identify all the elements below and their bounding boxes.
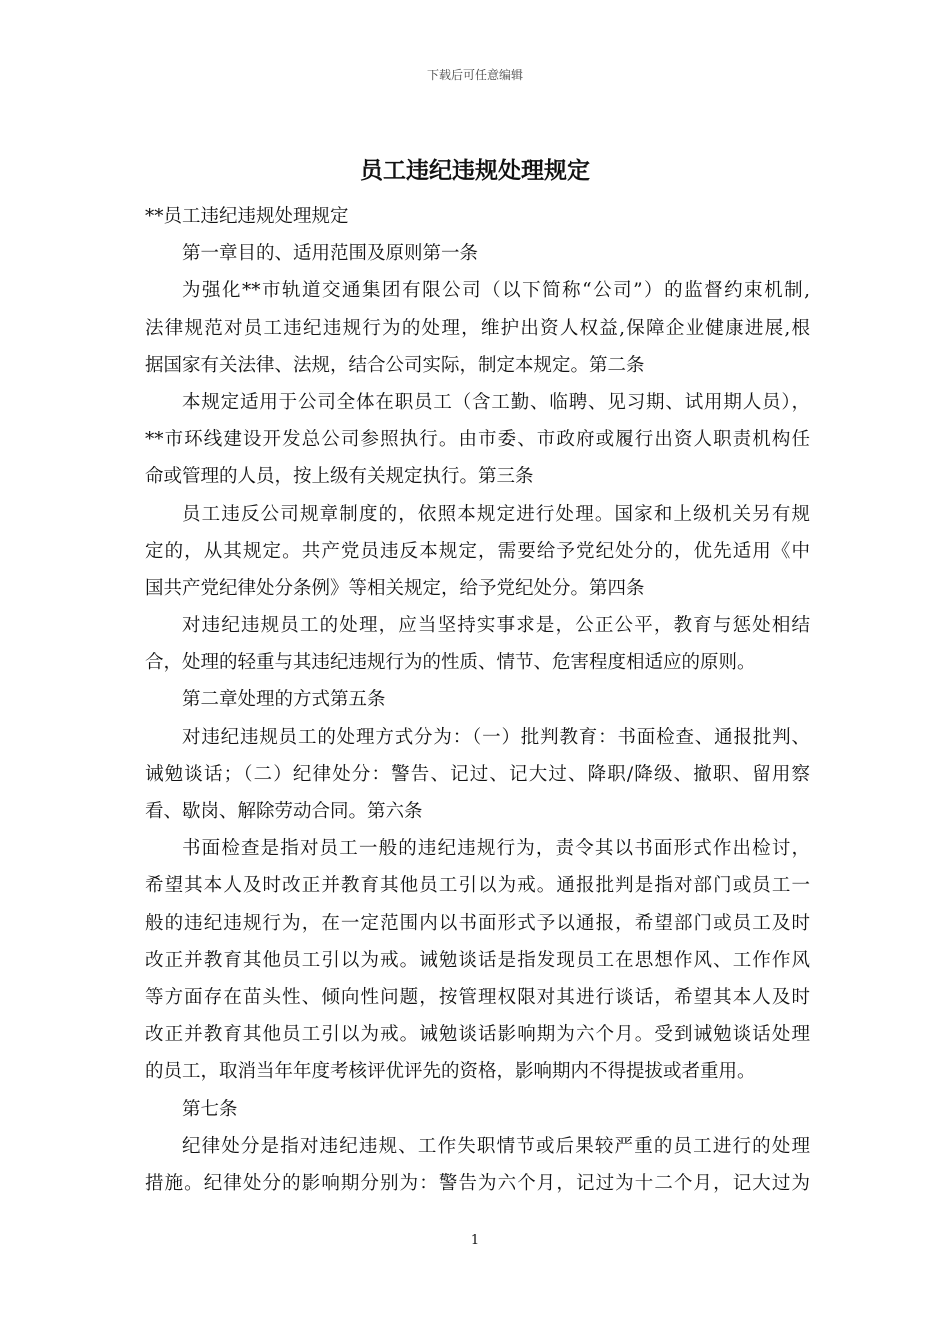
paragraph-line: 员工违反公司规章制度的，依照本规定进行处理。国家和上级机关另有规 <box>182 503 810 525</box>
paragraph-line: 诫勉谈话；（二）纪律处分：警告、记过、记大过、降职/降级、撤职、留用察 <box>145 763 810 785</box>
paragraph-line: 措施。纪律处分的影响期分别为：警告为六个月，记过为十二个月，记大过为 <box>145 1172 810 1194</box>
paragraph-line: 看、歇岗、解除劳动合同。第六条 <box>145 801 423 822</box>
paragraph-line: 国共产党纪律处分条例》等相关规定，给予党纪处分。第四条 <box>145 577 645 599</box>
paragraph-line: 般的违纪违规行为，在一定范围内以书面形式予以通报，希望部门或员工及时 <box>145 912 810 934</box>
document-title: 员工违纪违规处理规定 <box>360 158 590 184</box>
page-number: 1 <box>470 1233 480 1248</box>
paragraph-line: 为强化**市轨道交通集团有限公司（以下简称“公司”）的监督约束机制, <box>182 280 810 302</box>
paragraph-line: 本规定适用于公司全体在职员工（含工勤、临聘、见习期、试用期人员）， <box>182 391 810 413</box>
paragraph-line: 法律规范对员工违纪违规行为的处理，维护出资人权益,保障企业健康进展,根 <box>145 317 810 339</box>
paragraph-line: 纪律处分是指对违纪违规、工作失职情节或后果较严重的员工进行的处理 <box>182 1135 810 1157</box>
paragraph-line: 书面检查是指对员工一般的违纪违规行为，责令其以书面形式作出检讨， <box>182 838 810 860</box>
paragraph-line: 等方面存在苗头性、倾向性问题，按管理权限对其进行谈话，希望其本人及时 <box>145 986 810 1008</box>
paragraph-line: 改正并教育其他员工引以为戒。诫勉谈话是指发现员工在思想作风、工作作风 <box>145 949 810 971</box>
paragraph-line: 对违纪违规员工的处理，应当坚持实事求是，公正公平，教育与惩处相结 <box>182 615 810 637</box>
paragraph-line: 对违纪违规员工的处理方式分为：（一）批判教育：书面检查、通报批判、 <box>182 726 810 748</box>
paragraph-line: **员工违纪违规处理规定 <box>145 206 349 227</box>
paragraph-line: 的员工，取消当年年度考核评优评先的资格，影响期内不得提拔或者重用。 <box>145 1061 756 1083</box>
paragraph-line: 第一章目的、适用范围及原则第一条 <box>182 243 479 265</box>
paragraph-line: 命或管理的人员，按上级有关规定执行。第三条 <box>145 466 534 488</box>
paragraph-line: 据国家有关法律、法规，结合公司实际，制定本规定。第二条 <box>145 354 645 376</box>
paragraph-line: 第七条 <box>182 1098 238 1120</box>
page-header-note: 下载后可任意编辑 <box>426 68 523 82</box>
paragraph-line: 希望其本人及时改正并教育其他员工引以为戒。通报批判是指对部门或员工一 <box>145 875 810 897</box>
paragraph-line: 改正并教育其他员工引以为戒。诫勉谈话影响期为六个月。受到诫勉谈话处理 <box>145 1024 810 1046</box>
paragraph-line: **市环线建设开发总公司参照执行。由市委、市政府或履行出资人职责机构任 <box>145 429 810 451</box>
paragraph-line: 定的，从其规定。共产党员违反本规定，需要给予党纪处分的，优先适用《中 <box>145 540 810 562</box>
paragraph-line: 第二章处理的方式第五条 <box>182 689 386 711</box>
document-body <box>145 198 810 1202</box>
paragraph-line: 合，处理的轻重与其违纪违规行为的性质、情节、危害程度相适应的原则。 <box>145 652 756 674</box>
